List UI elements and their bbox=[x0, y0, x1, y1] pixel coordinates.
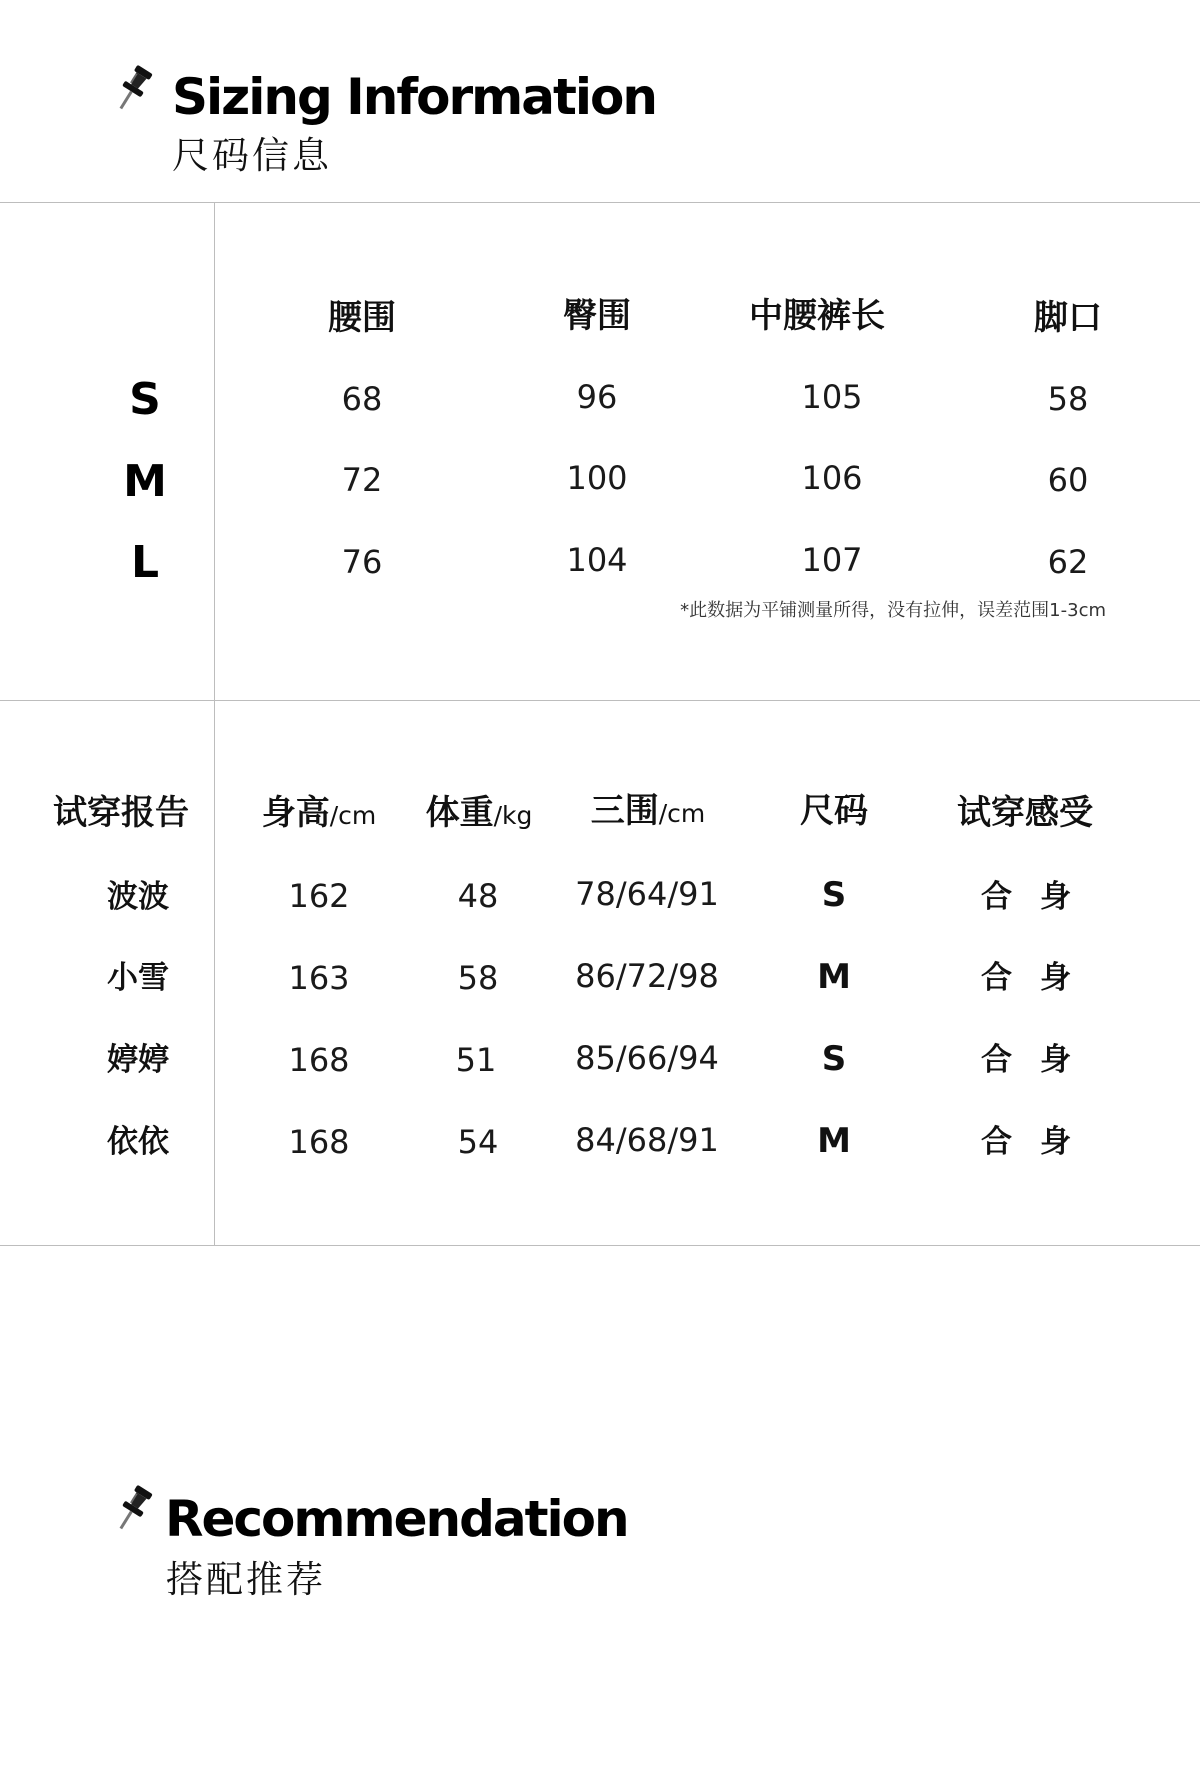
recommendation-subtitle: 搭配推荐 bbox=[166, 1558, 326, 1601]
size-chart-cell: 100 bbox=[566, 459, 628, 497]
size-chart-cell: 72 bbox=[341, 461, 383, 499]
tryon-measurements: 84/68/91 bbox=[575, 1121, 719, 1159]
divider-bottom bbox=[0, 1245, 1200, 1246]
tryon-height: 168 bbox=[288, 1041, 350, 1079]
tryon-header-size: 尺码 bbox=[800, 791, 868, 831]
recommendation-title: Recommendation bbox=[165, 1490, 628, 1548]
size-chart-cell: 107 bbox=[801, 541, 863, 579]
size-chart-header: 腰围 bbox=[328, 298, 396, 338]
measurement-note: *此数据为平铺测量所得，没有拉伸，误差范围1-3cm bbox=[680, 600, 1106, 621]
tryon-feeling: 合身 bbox=[981, 1124, 1099, 1160]
tryon-size: M bbox=[817, 957, 851, 997]
tryon-header-feeling: 试穿感受 bbox=[957, 793, 1093, 833]
pushpin-icon bbox=[110, 62, 156, 116]
size-label: L bbox=[130, 537, 160, 588]
tryon-name: 小雪 bbox=[107, 960, 169, 996]
tryon-size: S bbox=[821, 875, 847, 915]
tryon-name: 婷婷 bbox=[107, 1042, 169, 1078]
tryon-height: 162 bbox=[288, 877, 350, 915]
sizing-title: Sizing Information bbox=[172, 68, 656, 126]
tryon-measurements: 78/64/91 bbox=[575, 875, 719, 913]
divider-top bbox=[0, 202, 1200, 203]
tryon-measurements: 85/66/94 bbox=[575, 1039, 719, 1077]
size-chart-header: 中腰裤长 bbox=[749, 296, 885, 336]
tryon-weight: 51 bbox=[455, 1041, 497, 1079]
size-chart-header: 脚口 bbox=[1034, 298, 1102, 338]
sizing-subtitle: 尺码信息 bbox=[172, 134, 332, 177]
tryon-weight: 48 bbox=[457, 877, 499, 915]
tryon-size: M bbox=[817, 1121, 851, 1161]
tryon-weight: 54 bbox=[457, 1123, 499, 1161]
size-label: S bbox=[129, 374, 161, 425]
divider-vertical-sizing bbox=[214, 202, 215, 700]
tryon-feeling: 合身 bbox=[981, 879, 1099, 915]
tryon-measurements: 86/72/98 bbox=[575, 957, 719, 995]
divider-middle bbox=[0, 700, 1200, 701]
tryon-height: 163 bbox=[288, 959, 350, 997]
tryon-header-height: 身高/cm bbox=[261, 793, 377, 833]
tryon-weight: 58 bbox=[457, 959, 499, 997]
size-chart-cell: 68 bbox=[341, 380, 383, 418]
size-chart-cell: 62 bbox=[1047, 543, 1089, 581]
pushpin-icon bbox=[110, 1482, 156, 1536]
size-chart-cell: 96 bbox=[576, 378, 618, 416]
divider-vertical-tryon bbox=[214, 700, 215, 1245]
size-chart-cell: 58 bbox=[1047, 380, 1089, 418]
tryon-feeling: 合身 bbox=[981, 960, 1099, 996]
tryon-height: 168 bbox=[288, 1123, 350, 1161]
tryon-name: 波波 bbox=[107, 879, 169, 915]
size-chart-header: 臀围 bbox=[563, 296, 631, 336]
size-chart-cell: 105 bbox=[801, 378, 863, 416]
tryon-header-measurements: 三围/cm bbox=[590, 791, 706, 831]
tryon-feeling: 合身 bbox=[981, 1042, 1099, 1078]
tryon-size: S bbox=[821, 1039, 847, 1079]
tryon-label: 试穿报告 bbox=[53, 793, 189, 833]
tryon-name: 依依 bbox=[107, 1124, 169, 1160]
size-chart-cell: 106 bbox=[801, 459, 863, 497]
size-chart-cell: 60 bbox=[1047, 461, 1089, 499]
size-chart-cell: 76 bbox=[341, 543, 383, 581]
tryon-header-weight: 体重/kg bbox=[425, 793, 533, 833]
size-chart-cell: 104 bbox=[566, 541, 628, 579]
size-label: M bbox=[123, 456, 167, 507]
